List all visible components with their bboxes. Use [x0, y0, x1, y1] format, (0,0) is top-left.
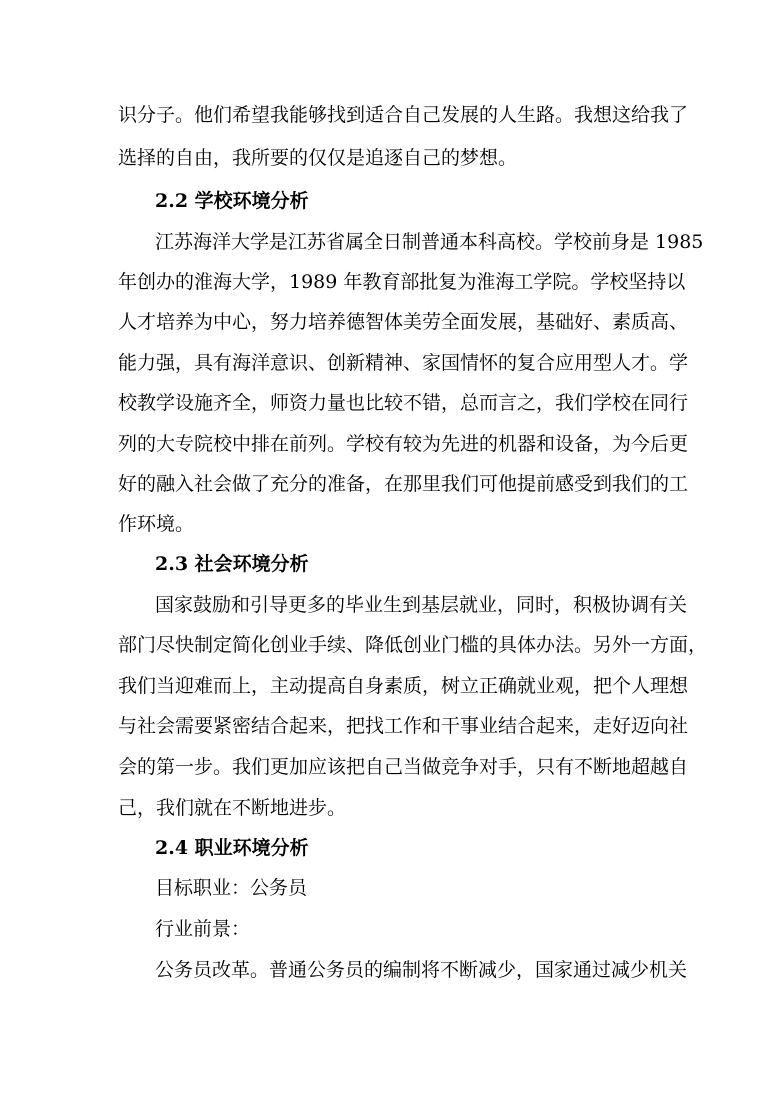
paragraph-line: 江苏海洋大学是江苏省属全日制普通本科高校。学校前身是 1985	[155, 231, 704, 253]
paragraph-line: 我们当迎难而上，主动提高自身素质，树立正确就业观，把个人理想	[118, 675, 689, 697]
paragraph-line: 校教学设施齐全，师资力量也比较不错，总而言之，我们学校在同行	[118, 392, 689, 414]
paragraph-line: 会的第一步。我们更加应该把自己当做竞争对手，只有不断地超越自	[118, 756, 689, 778]
paragraph-line: 选择的自由，我所要的仅仅是追逐自己的梦想。	[118, 147, 518, 169]
paragraph-line: 好的融入社会做了充分的准备，在那里我们可他提前感受到我们的工	[118, 473, 689, 495]
paragraph-line: 己，我们就在不断地进步。	[118, 797, 347, 819]
paragraph-line: 列的大专院校中排在前列。学校有较为先进的机器和设备，为今后更	[118, 433, 689, 455]
section-heading-2-2: 2.2 学校环境分析	[155, 190, 309, 212]
paragraph-line: 行业前景：	[155, 918, 251, 940]
paragraph-line: 作环境。	[118, 513, 195, 535]
paragraph-line: 目标职业：公务员	[155, 877, 308, 899]
paragraph-line: 与社会需要紧密结合起来，把找工作和干事业结合起来，走好迈向社	[118, 715, 689, 737]
paragraph-line: 人才培养为中心，努力培养德智体美劳全面发展，基础好、素质高、	[118, 311, 689, 333]
paragraph-line: 能力强，具有海洋意识、创新精神、家国情怀的复合应用型人才。学	[118, 352, 689, 374]
paragraph-line: 公务员改革。普通公务员的编制将不断减少，国家通过减少机关	[155, 959, 688, 981]
section-heading-2-3: 2.3 社会环境分析	[155, 553, 309, 575]
section-heading-2-4: 2.4 职业环境分析	[155, 837, 309, 859]
paragraph-line: 部门尽快制定简化创业手续、降低创业门槛的具体办法。另外一方面，	[118, 634, 708, 656]
paragraph-line: 识分子。他们希望我能够找到适合自己发展的人生路。我想这给我了	[118, 104, 689, 126]
paragraph-line: 国家鼓励和引导更多的毕业生到基层就业，同时，积极协调有关	[155, 594, 688, 616]
paragraph-line: 年创办的淮海大学，1989 年教育部批复为淮海工学院。学校坚持以	[118, 271, 686, 293]
